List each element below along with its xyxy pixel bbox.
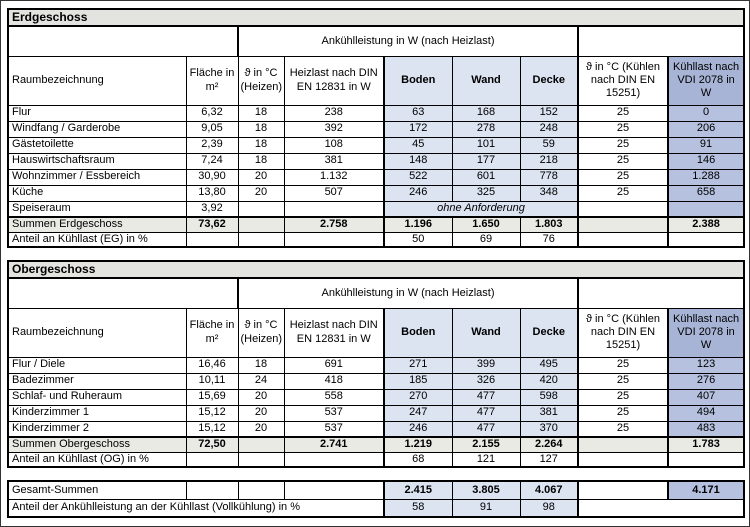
empty-cell bbox=[284, 481, 384, 499]
value-cell: 10,11 bbox=[186, 373, 238, 389]
table-row bbox=[8, 261, 744, 278]
value-cell: 248 bbox=[520, 121, 578, 137]
table-row bbox=[8, 153, 744, 169]
empty-cell bbox=[578, 437, 668, 452]
col-header-flaeche: Fläche in m² bbox=[186, 308, 238, 357]
value-cell: 247 bbox=[384, 405, 452, 421]
value-cell: 25 bbox=[578, 105, 668, 121]
col-header-wand: Wand bbox=[452, 308, 520, 357]
table-row bbox=[8, 389, 744, 405]
table-row bbox=[8, 9, 744, 26]
value-cell: 206 bbox=[668, 121, 744, 137]
value-cell: 495 bbox=[520, 357, 578, 373]
value-cell: 246 bbox=[384, 421, 452, 437]
value-cell: 1.132 bbox=[284, 169, 384, 185]
value-cell: 6,32 bbox=[186, 105, 238, 121]
room-name: Kinderzimmer 1 bbox=[8, 405, 186, 421]
value-cell: 1.803 bbox=[520, 217, 578, 232]
grand-total-label: Gesamt-Summen bbox=[8, 481, 186, 499]
value-cell: 1.783 bbox=[668, 437, 744, 452]
value-cell: 20 bbox=[238, 405, 284, 421]
value-cell: 477 bbox=[452, 405, 520, 421]
section-obergeschoss bbox=[7, 260, 745, 468]
empty-cell bbox=[238, 452, 284, 467]
sum-row-label: Summen Obergeschoss bbox=[8, 437, 186, 452]
value-cell: 420 bbox=[520, 373, 578, 389]
value-cell: 326 bbox=[452, 373, 520, 389]
empty-cell bbox=[284, 452, 384, 467]
value-cell: 185 bbox=[384, 373, 452, 389]
room-name: Gästetoilette bbox=[8, 137, 186, 153]
col-header-boden: Boden bbox=[384, 56, 452, 105]
col-header-wand: Wand bbox=[452, 56, 520, 105]
empty-cell bbox=[238, 201, 284, 217]
share-row-label: Anteil an Kühllast (OG) in % bbox=[8, 452, 186, 467]
value-cell: 1.288 bbox=[668, 169, 744, 185]
empty-cell bbox=[284, 201, 384, 217]
col-header-kuehllast: Kühllast nach VDI 2078 in W bbox=[668, 308, 744, 357]
value-cell: 25 bbox=[578, 153, 668, 169]
room-name: Windfang / Garderobe bbox=[8, 121, 186, 137]
value-cell: 177 bbox=[452, 153, 520, 169]
value-cell: 69 bbox=[452, 232, 520, 247]
share-of-cooling-row bbox=[8, 499, 744, 517]
value-cell: 601 bbox=[452, 169, 520, 185]
value-cell: 2.415 bbox=[384, 481, 452, 499]
group-header-ankuehlleistung: Ankühlleistung in W (nach Heizlast) bbox=[238, 278, 578, 308]
empty-cell bbox=[238, 437, 284, 452]
value-cell: 25 bbox=[578, 405, 668, 421]
value-cell: 407 bbox=[668, 389, 744, 405]
col-header-theta-kuehlen: ϑ in °C (Kühlen nach DIN EN 15251) bbox=[578, 308, 668, 357]
value-cell: 537 bbox=[284, 421, 384, 437]
value-cell: 7,24 bbox=[186, 153, 238, 169]
empty-cell bbox=[186, 481, 238, 499]
table-row bbox=[8, 105, 744, 121]
value-cell: 98 bbox=[520, 499, 578, 517]
value-cell: 348 bbox=[520, 185, 578, 201]
empty-cell bbox=[668, 452, 744, 467]
col-header-decke: Decke bbox=[520, 308, 578, 357]
value-cell: 218 bbox=[520, 153, 578, 169]
share-row-label: Anteil an Kühllast (EG) in % bbox=[8, 232, 186, 247]
value-cell: 483 bbox=[668, 421, 744, 437]
table-row bbox=[8, 56, 744, 105]
value-cell: 50 bbox=[384, 232, 452, 247]
room-name: Schlaf- und Ruheraum bbox=[8, 389, 186, 405]
value-cell: 392 bbox=[284, 121, 384, 137]
table-row bbox=[8, 121, 744, 137]
empty-cell bbox=[578, 499, 744, 517]
value-cell: 325 bbox=[452, 185, 520, 201]
value-cell: 91 bbox=[668, 137, 744, 153]
value-cell: 59 bbox=[520, 137, 578, 153]
empty-cell bbox=[284, 232, 384, 247]
value-cell: 1.196 bbox=[384, 217, 452, 232]
col-header-theta-heizen: ϑ in °C (Heizen) bbox=[238, 56, 284, 105]
value-cell: 558 bbox=[284, 389, 384, 405]
value-cell: 494 bbox=[668, 405, 744, 421]
value-cell: 418 bbox=[284, 373, 384, 389]
value-cell: 3,92 bbox=[186, 201, 238, 217]
value-cell: 507 bbox=[284, 185, 384, 201]
table-row bbox=[8, 308, 744, 357]
value-cell: 2,39 bbox=[186, 137, 238, 153]
empty-cell bbox=[578, 278, 744, 308]
value-cell: 381 bbox=[284, 153, 384, 169]
section-title: Obergeschoss bbox=[8, 261, 744, 278]
value-cell: 1.219 bbox=[384, 437, 452, 452]
value-cell: 658 bbox=[668, 185, 744, 201]
value-cell: 2.388 bbox=[668, 217, 744, 232]
room-name: Flur / Diele bbox=[8, 357, 186, 373]
empty-cell bbox=[578, 481, 668, 499]
room-name: Küche bbox=[8, 185, 186, 201]
room-name: Wohnzimmer / Essbereich bbox=[8, 169, 186, 185]
empty-cell bbox=[8, 26, 238, 56]
value-cell: 25 bbox=[578, 389, 668, 405]
share-row-label: Anteil der Ankühlleistung an der Kühllast (Vollkühlung) in % bbox=[8, 499, 384, 517]
value-cell: 238 bbox=[284, 105, 384, 121]
value-cell: 16,46 bbox=[186, 357, 238, 373]
section-title: Erdgeschoss bbox=[8, 9, 744, 26]
col-header-kuehllast: Kühllast nach VDI 2078 in W bbox=[668, 56, 744, 105]
value-cell: 18 bbox=[238, 105, 284, 121]
value-cell: 15,69 bbox=[186, 389, 238, 405]
col-header-raumbezeichnung: Raumbezeichnung bbox=[8, 56, 186, 105]
col-header-heizlast: Heizlast nach DIN EN 12831 in W bbox=[284, 56, 384, 105]
value-cell: 24 bbox=[238, 373, 284, 389]
value-cell: 25 bbox=[578, 137, 668, 153]
empty-cell bbox=[238, 481, 284, 499]
value-cell: 63 bbox=[384, 105, 452, 121]
value-cell: 2.155 bbox=[452, 437, 520, 452]
col-header-boden: Boden bbox=[384, 308, 452, 357]
table-row bbox=[8, 26, 744, 56]
value-cell: 25 bbox=[578, 357, 668, 373]
group-header-ankuehlleistung: Ankühlleistung in W (nach Heizlast) bbox=[238, 26, 578, 56]
value-cell: 20 bbox=[238, 389, 284, 405]
value-cell: 127 bbox=[520, 452, 578, 467]
value-cell: 25 bbox=[578, 185, 668, 201]
sum-row-label: Summen Erdgeschoss bbox=[8, 217, 186, 232]
value-cell: 73,62 bbox=[186, 217, 238, 232]
table-row bbox=[8, 373, 744, 389]
totals-table bbox=[7, 480, 745, 518]
value-cell: 598 bbox=[520, 389, 578, 405]
value-cell: 477 bbox=[452, 421, 520, 437]
value-cell: 691 bbox=[284, 357, 384, 373]
value-cell: 522 bbox=[384, 169, 452, 185]
value-cell: 168 bbox=[452, 105, 520, 121]
value-cell: 152 bbox=[520, 105, 578, 121]
value-cell: 3.805 bbox=[452, 481, 520, 499]
room-name: Kinderzimmer 2 bbox=[8, 421, 186, 437]
value-cell: 68 bbox=[384, 452, 452, 467]
col-header-decke: Decke bbox=[520, 56, 578, 105]
table-row bbox=[8, 421, 744, 437]
value-cell: 25 bbox=[578, 121, 668, 137]
empty-cell bbox=[8, 278, 238, 308]
value-cell: 123 bbox=[668, 357, 744, 373]
table-row bbox=[8, 278, 744, 308]
value-cell: 381 bbox=[520, 405, 578, 421]
value-cell: 20 bbox=[238, 185, 284, 201]
value-cell: 15,12 bbox=[186, 405, 238, 421]
empty-cell bbox=[578, 26, 744, 56]
value-cell: 30,90 bbox=[186, 169, 238, 185]
value-cell: 246 bbox=[384, 185, 452, 201]
value-cell: 271 bbox=[384, 357, 452, 373]
value-cell: 146 bbox=[668, 153, 744, 169]
summen-row bbox=[8, 217, 744, 232]
value-cell: 25 bbox=[578, 373, 668, 389]
empty-cell bbox=[668, 232, 744, 247]
empty-cell bbox=[578, 217, 668, 232]
value-cell: 2.264 bbox=[520, 437, 578, 452]
value-cell: 25 bbox=[578, 169, 668, 185]
empty-cell bbox=[238, 217, 284, 232]
value-cell: 121 bbox=[452, 452, 520, 467]
value-cell: 76 bbox=[520, 232, 578, 247]
value-cell: 58 bbox=[384, 499, 452, 517]
value-cell: 20 bbox=[238, 169, 284, 185]
room-name: Hauswirtschaftsraum bbox=[8, 153, 186, 169]
value-cell: 101 bbox=[452, 137, 520, 153]
summen-row bbox=[8, 437, 744, 452]
section-erdgeschoss bbox=[7, 8, 745, 248]
empty-cell bbox=[238, 232, 284, 247]
empty-cell bbox=[578, 201, 668, 217]
col-header-flaeche: Fläche in m² bbox=[186, 56, 238, 105]
col-header-heizlast: Heizlast nach DIN EN 12831 in W bbox=[284, 308, 384, 357]
empty-cell bbox=[578, 232, 668, 247]
value-cell: 25 bbox=[578, 421, 668, 437]
value-cell: 91 bbox=[452, 499, 520, 517]
grand-total-row bbox=[8, 481, 744, 499]
col-header-raumbezeichnung: Raumbezeichnung bbox=[8, 308, 186, 357]
value-cell: 148 bbox=[384, 153, 452, 169]
value-cell: 1.650 bbox=[452, 217, 520, 232]
value-cell: 172 bbox=[384, 121, 452, 137]
room-name: Speiseraum bbox=[8, 201, 186, 217]
value-cell: 2.741 bbox=[284, 437, 384, 452]
table-row bbox=[8, 357, 744, 373]
table-row bbox=[8, 405, 744, 421]
value-cell: 72,50 bbox=[186, 437, 238, 452]
value-cell: 15,12 bbox=[186, 421, 238, 437]
value-cell: 2.758 bbox=[284, 217, 384, 232]
value-cell: 370 bbox=[520, 421, 578, 437]
value-cell: 18 bbox=[238, 137, 284, 153]
table-row bbox=[8, 169, 744, 185]
value-cell: 278 bbox=[452, 121, 520, 137]
value-cell: 537 bbox=[284, 405, 384, 421]
value-cell: 4.171 bbox=[668, 481, 744, 499]
value-cell: 18 bbox=[238, 153, 284, 169]
value-cell: 778 bbox=[520, 169, 578, 185]
value-cell: 18 bbox=[238, 357, 284, 373]
table-row bbox=[8, 137, 744, 153]
anteil-row bbox=[8, 232, 744, 247]
value-cell: 270 bbox=[384, 389, 452, 405]
ohne-row bbox=[8, 201, 744, 217]
value-cell: 477 bbox=[452, 389, 520, 405]
empty-cell bbox=[186, 452, 238, 467]
value-cell: 20 bbox=[238, 421, 284, 437]
value-cell: 9,05 bbox=[186, 121, 238, 137]
value-cell: 276 bbox=[668, 373, 744, 389]
room-name: Badezimmer bbox=[8, 373, 186, 389]
empty-cell bbox=[578, 452, 668, 467]
room-name: Flur bbox=[8, 105, 186, 121]
value-cell: 18 bbox=[238, 121, 284, 137]
table-row bbox=[8, 185, 744, 201]
no-requirement-note: ohne Anforderung bbox=[384, 201, 578, 217]
col-header-theta-kuehlen: ϑ in °C (Kühlen nach DIN EN 15251) bbox=[578, 56, 668, 105]
col-header-theta-heizen: ϑ in °C (Heizen) bbox=[238, 308, 284, 357]
anteil-row bbox=[8, 452, 744, 467]
value-cell: 13,80 bbox=[186, 185, 238, 201]
value-cell: 45 bbox=[384, 137, 452, 153]
value-cell: 4.067 bbox=[520, 481, 578, 499]
value-cell: 108 bbox=[284, 137, 384, 153]
empty-cell bbox=[186, 232, 238, 247]
empty-cell bbox=[668, 201, 744, 217]
value-cell: 0 bbox=[668, 105, 744, 121]
value-cell: 399 bbox=[452, 357, 520, 373]
